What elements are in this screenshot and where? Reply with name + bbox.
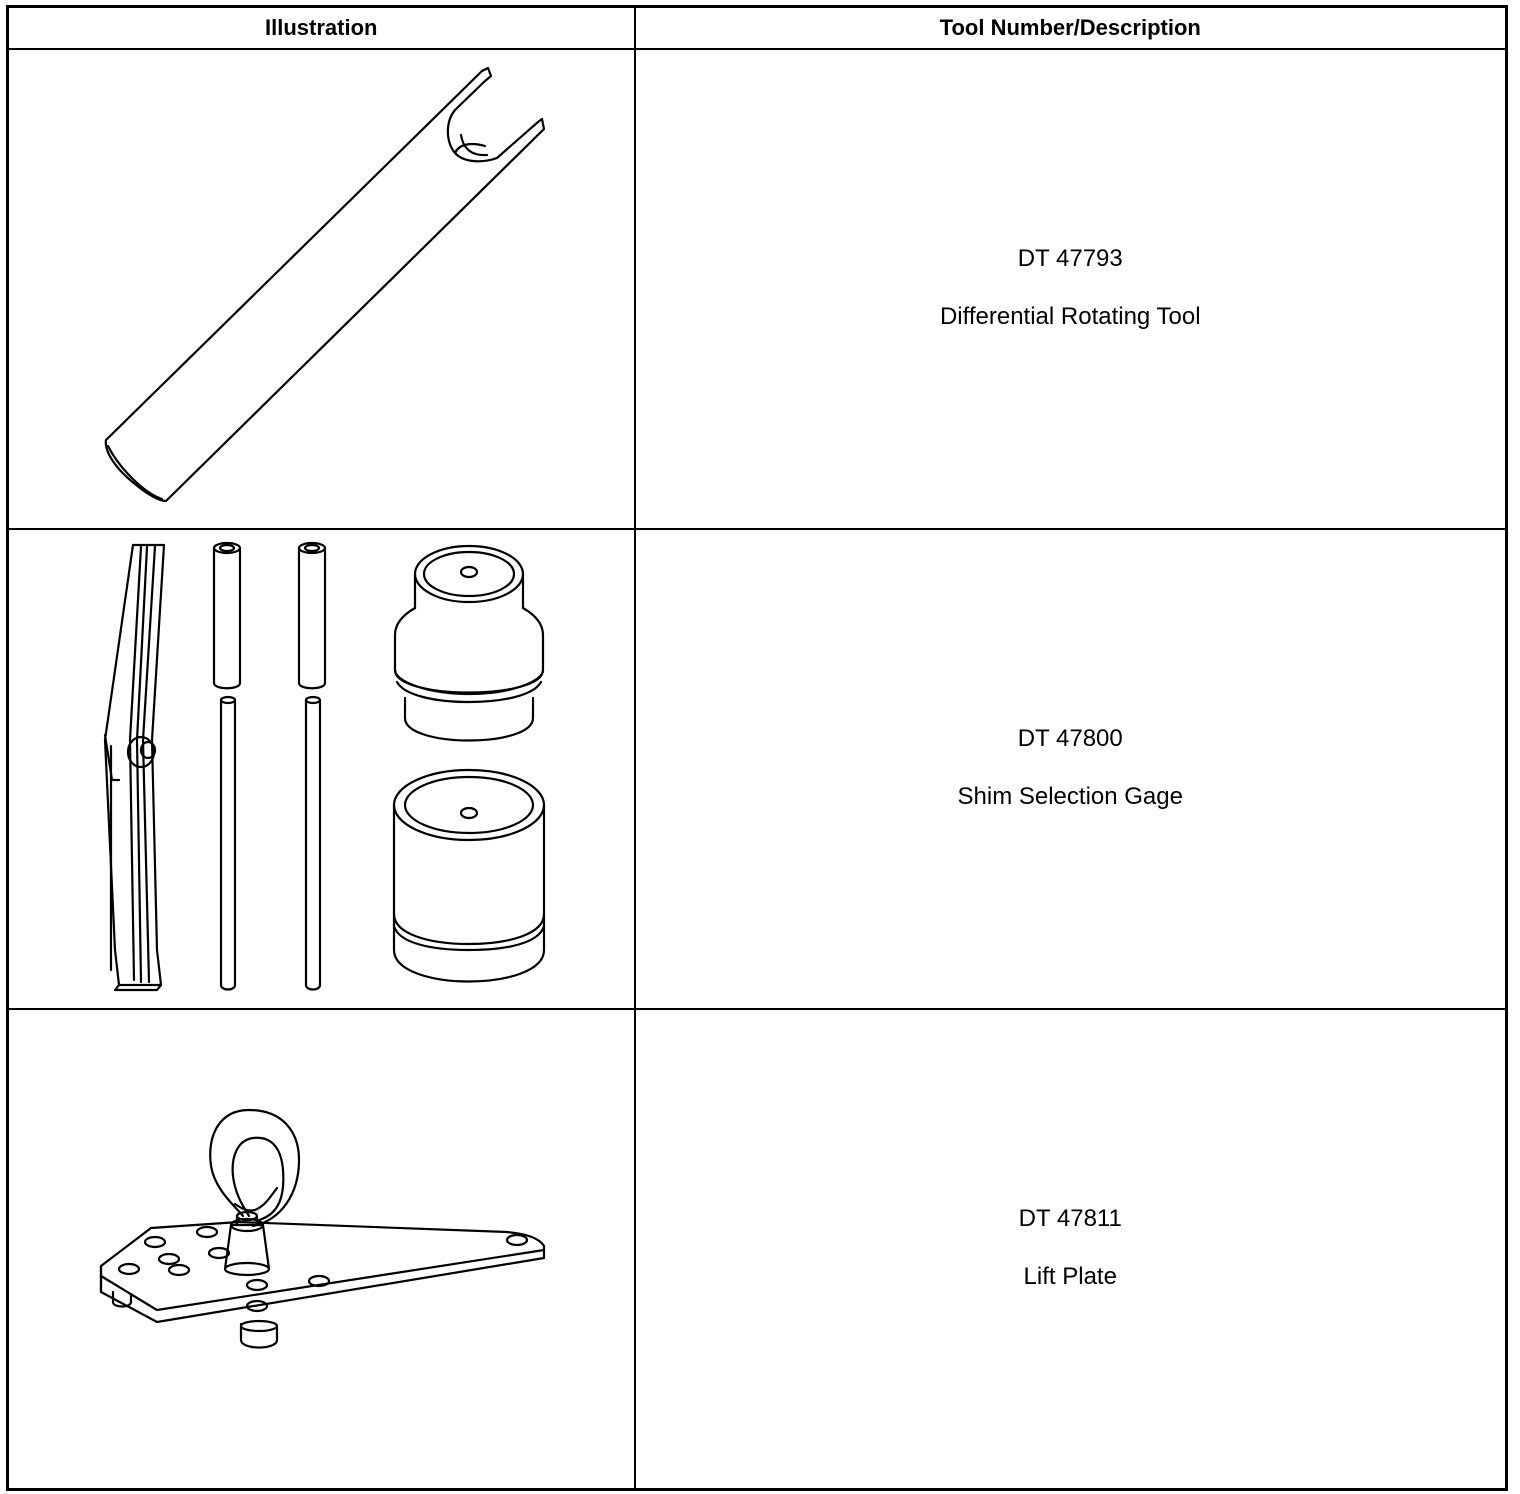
shim-selection-gage-icon — [9, 530, 635, 1008]
tool-number: DT 47811 — [1018, 1205, 1122, 1232]
gage-pin-1 — [214, 543, 240, 990]
special-tools-table — [6, 5, 1508, 1491]
differential-rotating-tool-icon — [9, 50, 635, 528]
illustration-cell — [8, 529, 635, 1009]
illustration-cell — [8, 1009, 635, 1490]
gage-bar — [105, 545, 164, 990]
tool-description-cell — [635, 529, 1507, 1009]
tool-description-cell — [635, 1009, 1507, 1490]
gage-pin-2 — [299, 543, 325, 990]
tool-number: DT 47793 — [1017, 245, 1123, 272]
header-row — [8, 7, 1507, 50]
gage-disc-upper — [395, 546, 543, 741]
tool-column-header: Tool Number/Description — [635, 7, 1507, 50]
table-row — [8, 1009, 1507, 1490]
tool-description: Shim Selection Gage — [957, 783, 1183, 810]
tool-description: Differential Rotating Tool — [939, 303, 1201, 330]
gage-disc-lower — [394, 770, 544, 982]
tool-description: Lift Plate — [1023, 1263, 1117, 1290]
lift-plate-icon — [9, 1010, 635, 1488]
table-row — [8, 49, 1507, 529]
tool-number: DT 47800 — [1017, 725, 1123, 752]
illustration-cell — [8, 49, 635, 529]
table-row — [8, 529, 1507, 1009]
illustration-column-header: Illustration — [8, 7, 635, 50]
tool-description-cell — [635, 49, 1507, 529]
